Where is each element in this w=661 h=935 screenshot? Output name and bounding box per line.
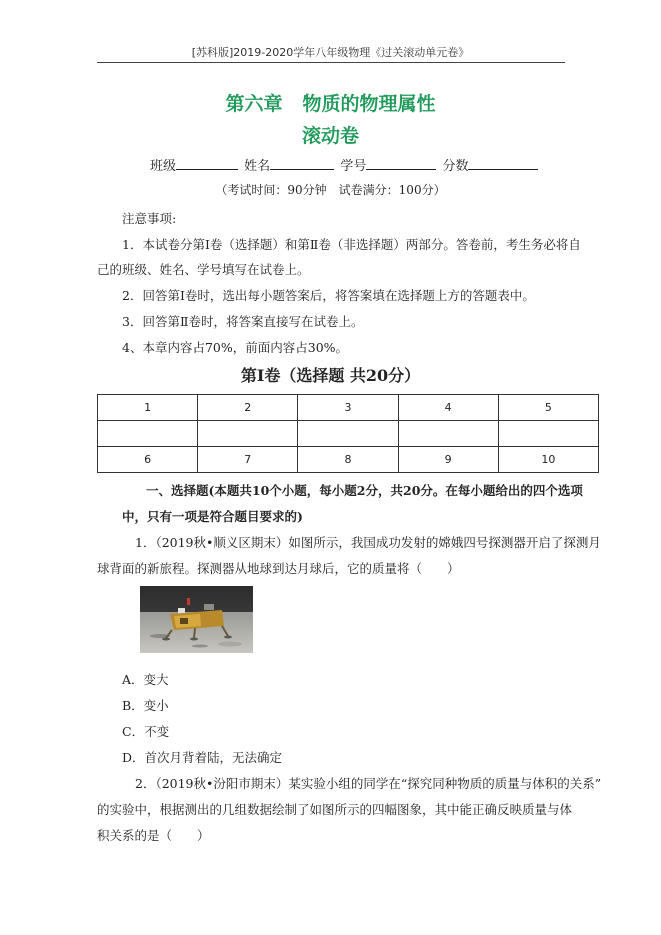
answer-num-cell: 4	[398, 395, 498, 421]
table-row	[98, 421, 599, 447]
answer-table	[97, 394, 599, 473]
q1-line2: 球背面的新旅程。探测器从地球到达月球后，它的质量将（ ）	[97, 561, 460, 576]
chapter-number: 第六章	[225, 93, 283, 115]
student-info-line	[150, 155, 540, 174]
exam-info: （考试时间：90分钟 试卷满分：100分）	[215, 183, 446, 197]
answer-num-cell: 9	[398, 447, 498, 473]
answer-blank-cell[interactable]	[198, 421, 298, 447]
notice-1a: 1．本试卷分第Ⅰ卷（选择题）和第Ⅱ卷（非选择题）两部分。答卷前，考生务必将自	[122, 237, 581, 252]
name-label: 姓名	[244, 159, 271, 174]
name-blank[interactable]	[270, 157, 334, 170]
q1-option-a: A．变大	[122, 672, 169, 687]
notice-4: 4、本章内容占70%，前面内容占30%。	[122, 340, 349, 355]
q1-option-d: D．首次月背着陆，无法确定	[122, 750, 283, 765]
q1-option-b: B．变小	[122, 698, 169, 713]
answer-num-cell: 8	[298, 447, 398, 473]
q1-option-c: C．不变	[122, 724, 170, 739]
table-row	[98, 395, 599, 421]
answer-num-cell: 10	[498, 447, 598, 473]
lunar-lander-photo	[140, 586, 253, 653]
q2-line1: 2．（2019秋•汾阳市期末）某实验小组的同学在“探究同种物质的质量与体积的关系”	[135, 776, 602, 791]
table-row	[98, 447, 599, 473]
answer-num-cell: 2	[198, 395, 298, 421]
answer-num-cell: 1	[98, 395, 198, 421]
notice-heading: 注意事项:	[122, 211, 177, 226]
answer-num-cell: 7	[198, 447, 298, 473]
notice-3: 3．回答第Ⅱ卷时，将答案直接写在试卷上。	[122, 314, 364, 329]
q2-line2: 的实验中，根据测出的几组数据绘制了如图所示的四幅图象，其中能正确反映质量与体	[97, 802, 573, 817]
class-label: 班级	[150, 159, 177, 174]
lander-image	[140, 586, 253, 653]
score-label: 分数	[442, 159, 469, 174]
class-blank[interactable]	[176, 157, 238, 170]
chapter-title	[0, 89, 661, 116]
chapter-topic: 物质的物理属性	[302, 93, 436, 115]
q2-line3: 积关系的是（ ）	[97, 828, 210, 843]
answer-blank-cell[interactable]	[398, 421, 498, 447]
notice-1b: 己的班级、姓名、学号填写在试卷上。	[97, 262, 310, 277]
answer-blank-cell[interactable]	[298, 421, 398, 447]
answer-blank-cell[interactable]	[498, 421, 598, 447]
notice-2: 2．回答第Ⅰ卷时，选出每小题答案后，将答案填在选择题上方的答题表中。	[122, 288, 535, 303]
answer-num-cell: 3	[298, 395, 398, 421]
chapter-subtitle: 滚动卷	[301, 125, 359, 147]
score-blank[interactable]	[468, 157, 538, 170]
part1-heading-line1: 一、选择题(本题共10个小题，每小题2分，共20分。在每小题给出的四个选项	[146, 483, 583, 498]
header-rule	[97, 62, 565, 63]
q1-line1: 1．（2019秋•顺义区期末）如图所示，我国成功发射的嫦娥四号探测器开启了探测月	[135, 535, 601, 550]
student-no-label: 学号	[340, 159, 367, 174]
answer-num-cell: 5	[498, 395, 598, 421]
page-header: [苏科版]2019-2020学年八年级物理《过关滚动单元卷》	[191, 46, 470, 59]
student-no-blank[interactable]	[366, 157, 436, 170]
answer-num-cell: 6	[98, 447, 198, 473]
section-title: 第Ⅰ卷（选择题 共20分）	[240, 366, 421, 385]
part1-heading-line2: 中，只有一项是符合题目要求的)	[122, 509, 303, 524]
answer-blank-cell[interactable]	[98, 421, 198, 447]
